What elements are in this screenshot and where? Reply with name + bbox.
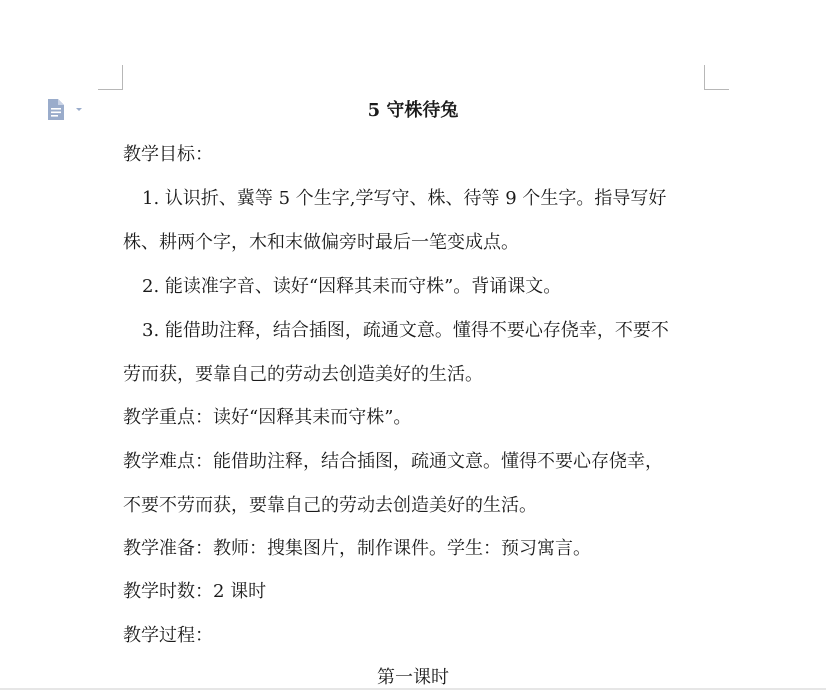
paragraph-line: 教学时数：2 课时 <box>123 581 267 602</box>
margin-corner-top-right <box>704 65 729 90</box>
section-heading: 第一课时 <box>377 667 449 688</box>
paragraph-line: 3. 能借助注释，结合插图，疏通文意。懂得不要心存侥幸，不要不 <box>142 320 669 341</box>
margin-corner-top-left <box>98 65 123 90</box>
paragraph-line: 教学准备：教师：搜集图片，制作课件。学生：预习寓言。 <box>123 538 591 559</box>
paragraph-line: 教学重点：读好“因释其耒而守株”。 <box>123 407 412 428</box>
document-title: 5 守株待兔 <box>367 100 459 121</box>
paragraph-line: 1. 认识折、冀等 5 个生字,学写守、株、待等 9 个生字。指导写好 <box>142 188 667 209</box>
paragraph-line: 2. 能读准字音、读好“因释其耒而守株”。背诵课文。 <box>142 276 562 297</box>
paragraph-line: 不要不劳而获，要靠自己的劳动去创造美好的生活。 <box>123 495 537 516</box>
paragraph-line: 教学目标： <box>123 144 213 165</box>
paragraph-line: 教学难点：能借助注释，结合插图，疏通文意。懂得不要心存侥幸， <box>123 451 663 472</box>
paragraph-line: 劳而获，要靠自己的劳动去创造美好的生活。 <box>123 364 483 385</box>
paragraph-line: 株、耕两个字，木和末做偏旁时最后一笔变成点。 <box>123 232 519 253</box>
paragraph-line: 教学过程： <box>123 625 213 646</box>
